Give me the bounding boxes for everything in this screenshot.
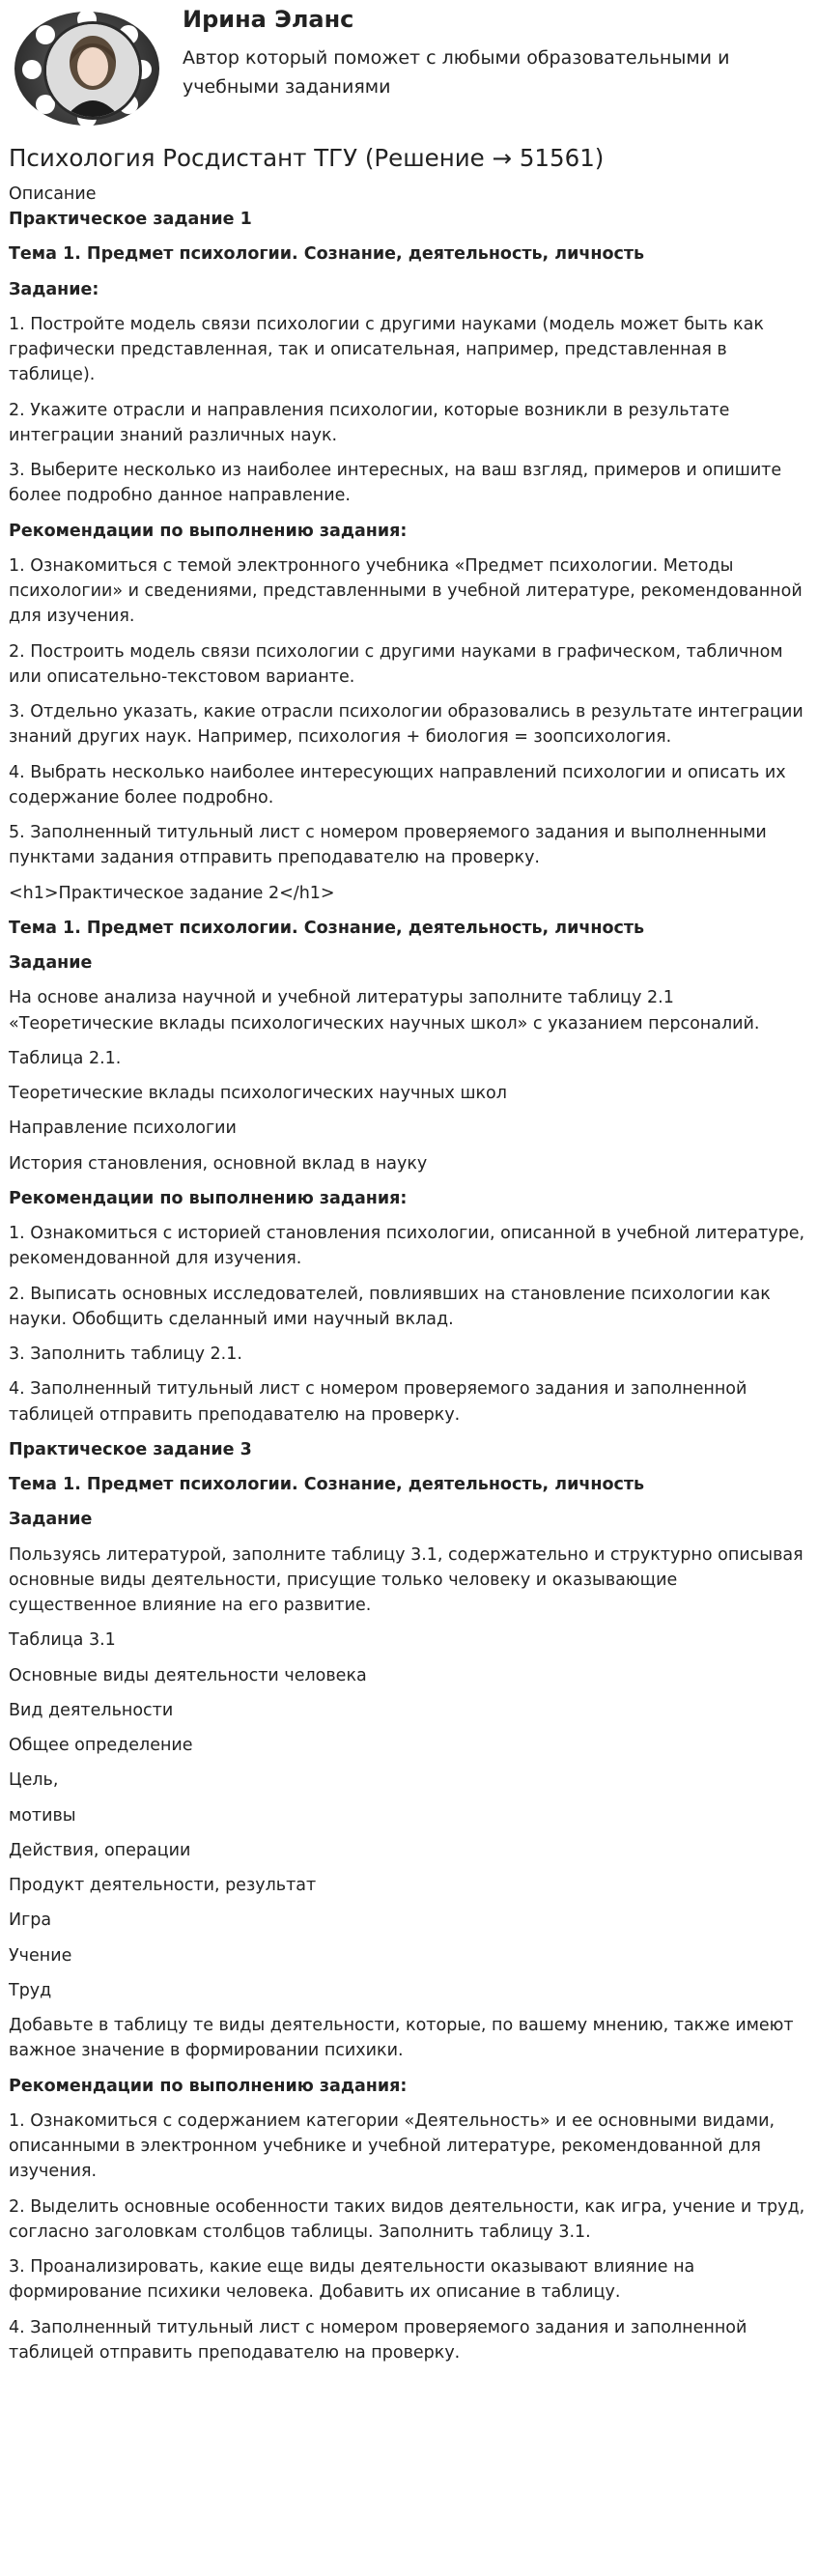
paragraph: На основе анализа научной и учебной литературы заполните таблицу 2.1 «Теоретические вклады психологических научных школ» с указанием персоналий. [9, 988, 760, 1033]
description-label: Описание [9, 184, 97, 204]
paragraph: 1. Ознакомиться с содержанием категории «Деятельность» и ее основными видами, описанными в электронном учебнике и учебной литературе, рекомендованной для изучения. [9, 2110, 776, 2182]
paragraph: Действия, операции [9, 1840, 191, 1860]
paragraph: Общее определение [9, 1736, 193, 1756]
section-heading: Практическое задание 1 [9, 210, 252, 230]
paragraph: 2. Укажите отрасли и направления психологии, которые возникли в результате интеграции знаний различных наук. [9, 400, 730, 445]
paragraph: Направление психологии [9, 1118, 237, 1139]
paragraph: 3. Отдельно указать, какие отрасли психологии образовались в результате интеграции знаний других наук. Например, психология + биология = зоопсихология. [9, 702, 804, 748]
section-heading: Рекомендации по выполнению задания: [9, 2076, 408, 2096]
paragraph: Цель, [9, 1770, 59, 1791]
section-heading: Тема 1. Предмет психологии. Сознание, деятельность, личность [9, 244, 645, 265]
paragraph: 3. Выберите несколько из наиболее интересных, на ваш взгляд, примеров и опишите более подробно данное направление. [9, 461, 782, 506]
paragraph: Продукт деятельности, результат [9, 1876, 317, 1896]
paragraph: 1. Ознакомиться с темой электронного учебника «Предмет психологии. Методы психологии» и сведениями, представленными в учебной литературе, рекомендованной для изучения. [9, 555, 803, 627]
paragraph: 3. Проанализировать, какие еще виды деятельности оказывают влияние на формирование психики человека. Добавить их описание в таблицу. [9, 2257, 695, 2303]
paragraph: Игра [9, 1911, 52, 1931]
section-heading: Тема 1. Предмет психологии. Сознание, деятельность, личность [9, 918, 645, 938]
paragraph: 2. Построить модель связи психологии с другими науками в графическом, табличном или описательно-текстовом варианте. [9, 641, 783, 687]
paragraph: 4. Выбрать несколько наиболее интересующих направлений психологии и описать их содержание более подробно. [9, 762, 786, 807]
task-content [9, 207, 806, 2365]
author-avatar[interactable] [11, 4, 167, 129]
author-description: Автор который поможет с любыми образовательными и учебными заданиями [183, 47, 730, 98]
paragraph: Пользуясь литературой, заполните таблицу 3.1, содержательно и структурно описывая основные виды деятельности, присущие только человеку и оказывающие существенное влияние на его развитие. [9, 1544, 804, 1616]
paragraph: Таблица 2.1. [9, 1048, 122, 1068]
section-heading: Рекомендации по выполнению задания: [9, 521, 408, 541]
section-heading: Практическое задание 3 [9, 1439, 252, 1459]
paragraph: 4. Заполненный титульный лист с номером проверяемого задания и заполненной таблицей отправить преподавателю на проверку. [9, 2317, 747, 2363]
section-heading: Рекомендации по выполнению задания: [9, 1188, 408, 1208]
paragraph: 4. Заполненный титульный лист с номером проверяемого задания и заполненной таблицей отправить преподавателю на проверку. [9, 1379, 747, 1425]
section-heading: Задание [9, 1510, 93, 1530]
paragraph: История становления, основной вклад в науку [9, 1153, 428, 1174]
paragraph: мотивы [9, 1805, 76, 1826]
author-name[interactable]: Ирина Эланс [183, 6, 354, 33]
paragraph: Таблица 3.1 [9, 1630, 116, 1651]
paragraph: Учение [9, 1945, 72, 1966]
paragraph: Труд [9, 1980, 52, 2000]
section-heading: Задание [9, 953, 93, 974]
paragraph: 3. Заполнить таблицу 2.1. [9, 1345, 242, 1365]
paragraph: 2. Выписать основных исследователей, повлиявших на становление психологии как науки. Обобщить сделанный ими научный вклад. [9, 1284, 771, 1329]
paragraph: Добавьте в таблицу те виды деятельности, которые, по вашему мнению, также имеют важное значение в формировании психики. [9, 2016, 794, 2061]
author-photo [43, 21, 142, 120]
paragraph: 1. Постройте модель связи психологии с другими науками (модель может быть как графически представленная, так и описательная, например, представленная в таблице). [9, 314, 764, 385]
paragraph: Вид деятельности [9, 1700, 174, 1720]
author-card [9, 0, 806, 135]
paragraph: 2. Выделить основные особенности таких видов деятельности, как игра, учение и труд, согласно заголовкам столбцов таблицы. Заполнить таблицу 3.1. [9, 2196, 805, 2242]
section-heading: Задание: [9, 279, 99, 299]
paragraph: 5. Заполненный титульный лист с номером проверяемого задания и выполненными пунктами задания отправить преподавателю на проверку. [9, 823, 767, 868]
section-heading: Тема 1. Предмет психологии. Сознание, деятельность, личность [9, 1475, 645, 1495]
paragraph: Основные виды деятельности человека [9, 1665, 367, 1685]
page-title: Психология Росдистант ТГУ (Решение → 51561) [9, 144, 605, 172]
paragraph: 1. Ознакомиться с историей становления психологии, описанной в учебной литературе, рекомендованной для изучения. [9, 1224, 805, 1269]
paragraph: <h1>Практическое задание 2</h1> [9, 883, 335, 903]
paragraph: Теоретические вклады психологических научных школ [9, 1084, 507, 1104]
